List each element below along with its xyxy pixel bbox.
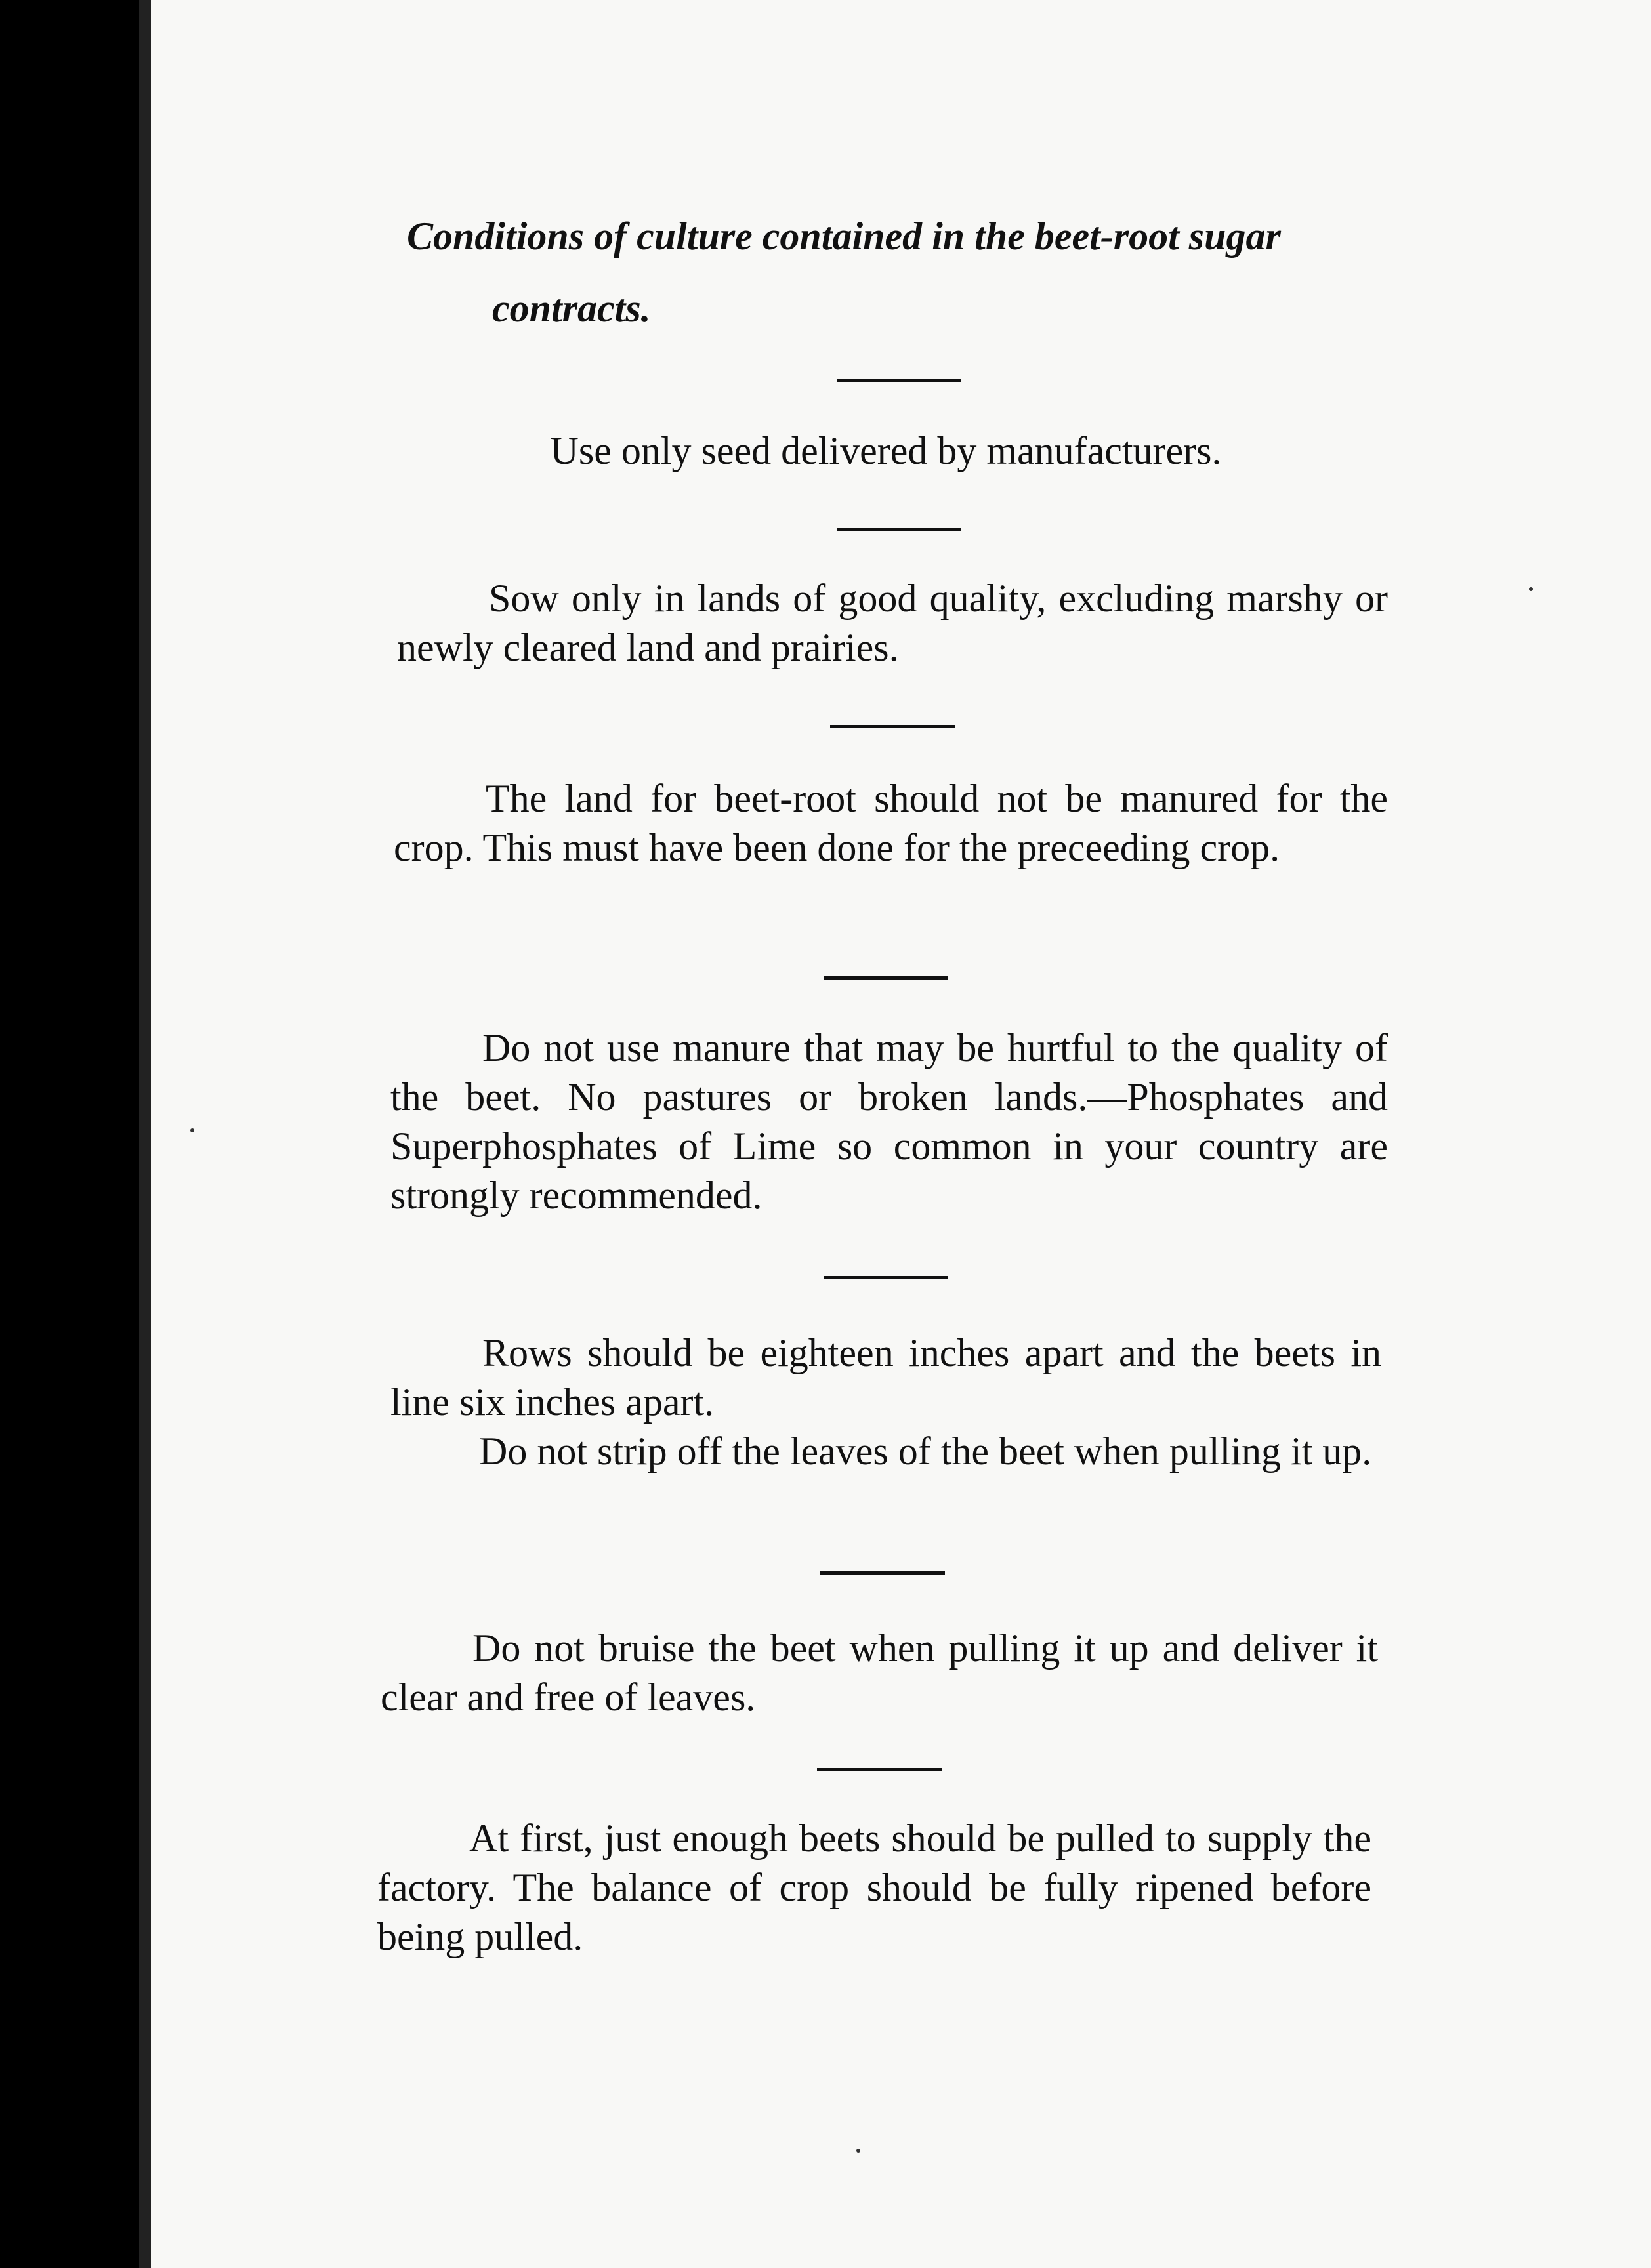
heading-line-1: Conditions of culture contained in the beet-root sugar: [407, 215, 1281, 258]
paragraph-manure-quality: Do not use manure that may be hurtful to the quality of the beet. No pastures or broken lands.—Phosphates and Superphosphates of Lime so common in your country are strongly recommended.: [390, 1026, 1388, 1217]
heading-line-2: contracts.: [492, 287, 651, 330]
paragraph-rows: Rows should be eighteen inches apart and the beets in line six inches apart.: [390, 1331, 1381, 1424]
paragraph-manuring: The land for beet-root should not be manured for the crop. This must have been done for the preceeding crop.: [394, 777, 1388, 869]
book-spine-edge: [139, 0, 151, 2268]
paragraph-seed: Use only seed delivered by manufacturers.: [550, 429, 1222, 472]
section-rule: [817, 1768, 942, 1771]
paragraph-leaves: Do not strip off the leaves of the beet when pulling it up.: [479, 1430, 1372, 1473]
print-speck: [856, 2149, 860, 2153]
section-rule: [837, 379, 961, 382]
section-rule: [837, 528, 961, 531]
document-heading: [407, 200, 1411, 344]
section-rule: [824, 976, 948, 980]
section-rule: [830, 725, 955, 728]
paragraph-lands: Sow only in lands of good quality, excluding marshy or newly cleared land and prairies.: [397, 577, 1388, 669]
paragraph-pulling: At first, just enough beets should be pulled to supply the factory. The balance of crop should be fully ripened before being pulled.: [377, 1817, 1371, 1958]
print-speck: [1529, 587, 1533, 591]
section-rule: [820, 1571, 945, 1575]
section-rule: [824, 1276, 948, 1279]
paragraph-bruise: Do not bruise the beet when pulling it up and deliver it clear and free of leaves.: [381, 1626, 1378, 1719]
print-speck: [190, 1128, 194, 1132]
